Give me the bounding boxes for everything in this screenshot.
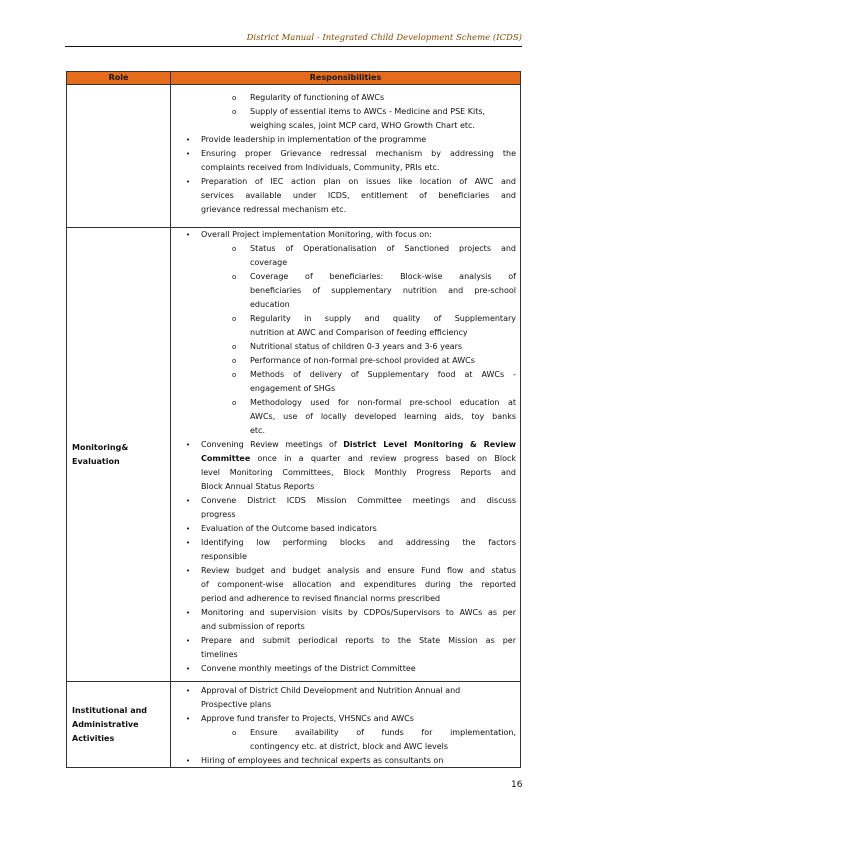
responsibility-line: engagement of SHGs xyxy=(250,384,336,393)
responsibility-line: Ensure availability of funds for implementation, xyxy=(250,728,516,737)
responsibility-line: Monitoring and supervision visits by CDPOs/Supervisors to AWCs as per xyxy=(201,608,516,617)
header-rule xyxy=(65,46,522,47)
responsibility-line: Coverage of beneficiaries: Block-wise analysis of xyxy=(250,272,516,281)
bullet-icon: • xyxy=(186,136,191,144)
bullet-icon: • xyxy=(186,231,191,239)
sub-bullet-icon: o xyxy=(232,108,237,116)
responsibility-line: Committee once in a quarter and review progress based on Block xyxy=(201,454,516,463)
responsibility-line: Approve fund transfer to Projects, VHSNCs and AWCs xyxy=(201,714,414,723)
table-row xyxy=(67,682,521,768)
bullet-icon: • xyxy=(186,665,191,673)
responsibility-line: and submission of reports xyxy=(201,622,305,631)
responsibility-line: coverage xyxy=(250,258,288,267)
sub-bullet-icon: o xyxy=(232,371,237,379)
bullet-icon: • xyxy=(186,715,191,723)
sub-bullet-icon: o xyxy=(232,273,237,281)
sub-bullet-icon: o xyxy=(232,357,237,365)
responsibility-line: contingency etc. at district, block and AWC levels xyxy=(250,742,449,751)
role-cell xyxy=(67,85,171,228)
responsibility-line: Methods of delivery of Supplementary food at AWCs - xyxy=(250,370,516,379)
responsibility-line: Review budget and budget analysis and ensure Fund flow and status xyxy=(201,566,516,575)
responsibility-line: Performance of non-formal pre-school provided at AWCs xyxy=(250,356,475,365)
bullet-icon: • xyxy=(186,567,191,575)
bullet-icon: • xyxy=(186,637,191,645)
sub-bullet-icon: o xyxy=(232,94,237,102)
responsibility-line: grievance redressal mechanism etc. xyxy=(201,205,347,214)
responsibility-line: Nutritional status of children 0-3 years and 3-6 years xyxy=(250,342,463,351)
bullet-icon: • xyxy=(186,525,191,533)
responsibilities-cell xyxy=(171,682,521,768)
table-header-row xyxy=(67,72,521,85)
sub-bullet-icon: o xyxy=(232,399,237,407)
responsibility-line: Provide leadership in implementation of the programme xyxy=(201,135,427,144)
bullet-icon: • xyxy=(186,687,191,695)
sub-bullet-icon: o xyxy=(232,245,237,253)
bullet-icon: • xyxy=(186,497,191,505)
responsibility-line: responsible xyxy=(201,552,247,561)
role-cell: Institutional and Administrative Activities xyxy=(67,682,171,768)
responsibility-line: education xyxy=(250,300,290,309)
responsibility-line: level Monitoring Committees, Block Monthly Progress Reports and xyxy=(201,468,516,477)
responsibility-line: weighing scales, joint MCP card, WHO Growth Chart etc. xyxy=(250,121,475,130)
bullet-icon: • xyxy=(186,539,191,547)
table-row xyxy=(67,85,521,228)
responsibilities-cell xyxy=(171,85,521,228)
responsibility-line: services available under ICDS, entitlement of beneficiaries and xyxy=(201,191,516,200)
responsibility-line: nutrition at AWC and Comparison of feeding efficiency xyxy=(250,328,468,337)
responsibility-line: Status of Operationalisation of Sanctioned projects and xyxy=(250,244,516,253)
responsibility-line: Convene monthly meetings of the District Committee xyxy=(201,664,416,673)
bullet-icon: • xyxy=(186,150,191,158)
responsibilities-table xyxy=(66,71,521,768)
bullet-icon: • xyxy=(186,178,191,186)
responsibility-line: of component-wise allocation and expenditures during the reported xyxy=(201,580,516,589)
responsibility-line: etc. xyxy=(250,426,265,435)
table-row xyxy=(67,228,521,682)
bullet-icon: • xyxy=(186,609,191,617)
responsibility-line: complaints received from Individuals, Community, PRIs etc. xyxy=(201,163,440,172)
responsibility-line: Regularity in supply and quality of Supplementary xyxy=(250,314,516,323)
responsibility-line: period and adherence to revised financial norms prescribed xyxy=(201,594,441,603)
responsibility-line: Prepare and submit periodical reports to the State Mission as per xyxy=(201,636,516,645)
responsibilities-cell xyxy=(171,228,521,682)
page-header: District Manual - Integrated Child Development Scheme (ICDS) xyxy=(246,33,522,43)
bullet-icon: • xyxy=(186,441,191,449)
responsibility-line: AWCs, use of locally developed learning aids, toy banks xyxy=(250,412,516,421)
column-header-role: Role xyxy=(67,72,171,85)
responsibility-line: Evaluation of the Outcome based indicators xyxy=(201,524,377,533)
responsibility-line: progress xyxy=(201,510,236,519)
role-cell: Monitoring& Evaluation xyxy=(67,228,171,682)
responsibility-line: Hiring of employees and technical experts as consultants on xyxy=(201,756,444,765)
sub-bullet-icon: o xyxy=(232,343,237,351)
responsibility-line: Block Annual Status Reports xyxy=(201,482,315,491)
responsibility-line: Approval of District Child Development and Nutrition Annual and xyxy=(201,686,461,695)
responsibility-line: Methodology used for non-formal pre-school education at xyxy=(250,398,516,407)
responsibility-line: beneficiaries of supplementary nutrition and pre-school xyxy=(250,286,516,295)
responsibility-line: timelines xyxy=(201,650,238,659)
responsibility-line: Prospective plans xyxy=(201,700,272,709)
responsibility-line: Preparation of IEC action plan on issues like location of AWC and xyxy=(201,177,516,186)
responsibility-line: Convening Review meetings of District Level Monitoring & Review xyxy=(201,440,516,449)
column-header-responsibilities: Responsibilities xyxy=(171,72,521,85)
page-number: 16 xyxy=(511,780,523,790)
responsibility-line: Supply of essential items to AWCs - Medicine and PSE Kits, xyxy=(250,107,486,116)
sub-bullet-icon: o xyxy=(232,315,237,323)
responsibility-line: Regularity of functioning of AWCs xyxy=(250,93,385,102)
responsibility-line: Identifying low performing blocks and addressing the factors xyxy=(201,538,516,547)
bullet-icon: • xyxy=(186,757,191,765)
sub-bullet-icon: o xyxy=(232,729,237,737)
responsibility-line: Ensuring proper Grievance redressal mechanism by addressing the xyxy=(201,149,516,158)
responsibility-line: Overall Project implementation Monitoring, with focus on: xyxy=(201,230,432,239)
responsibility-line: Convene District ICDS Mission Committee meetings and discuss xyxy=(201,496,516,505)
